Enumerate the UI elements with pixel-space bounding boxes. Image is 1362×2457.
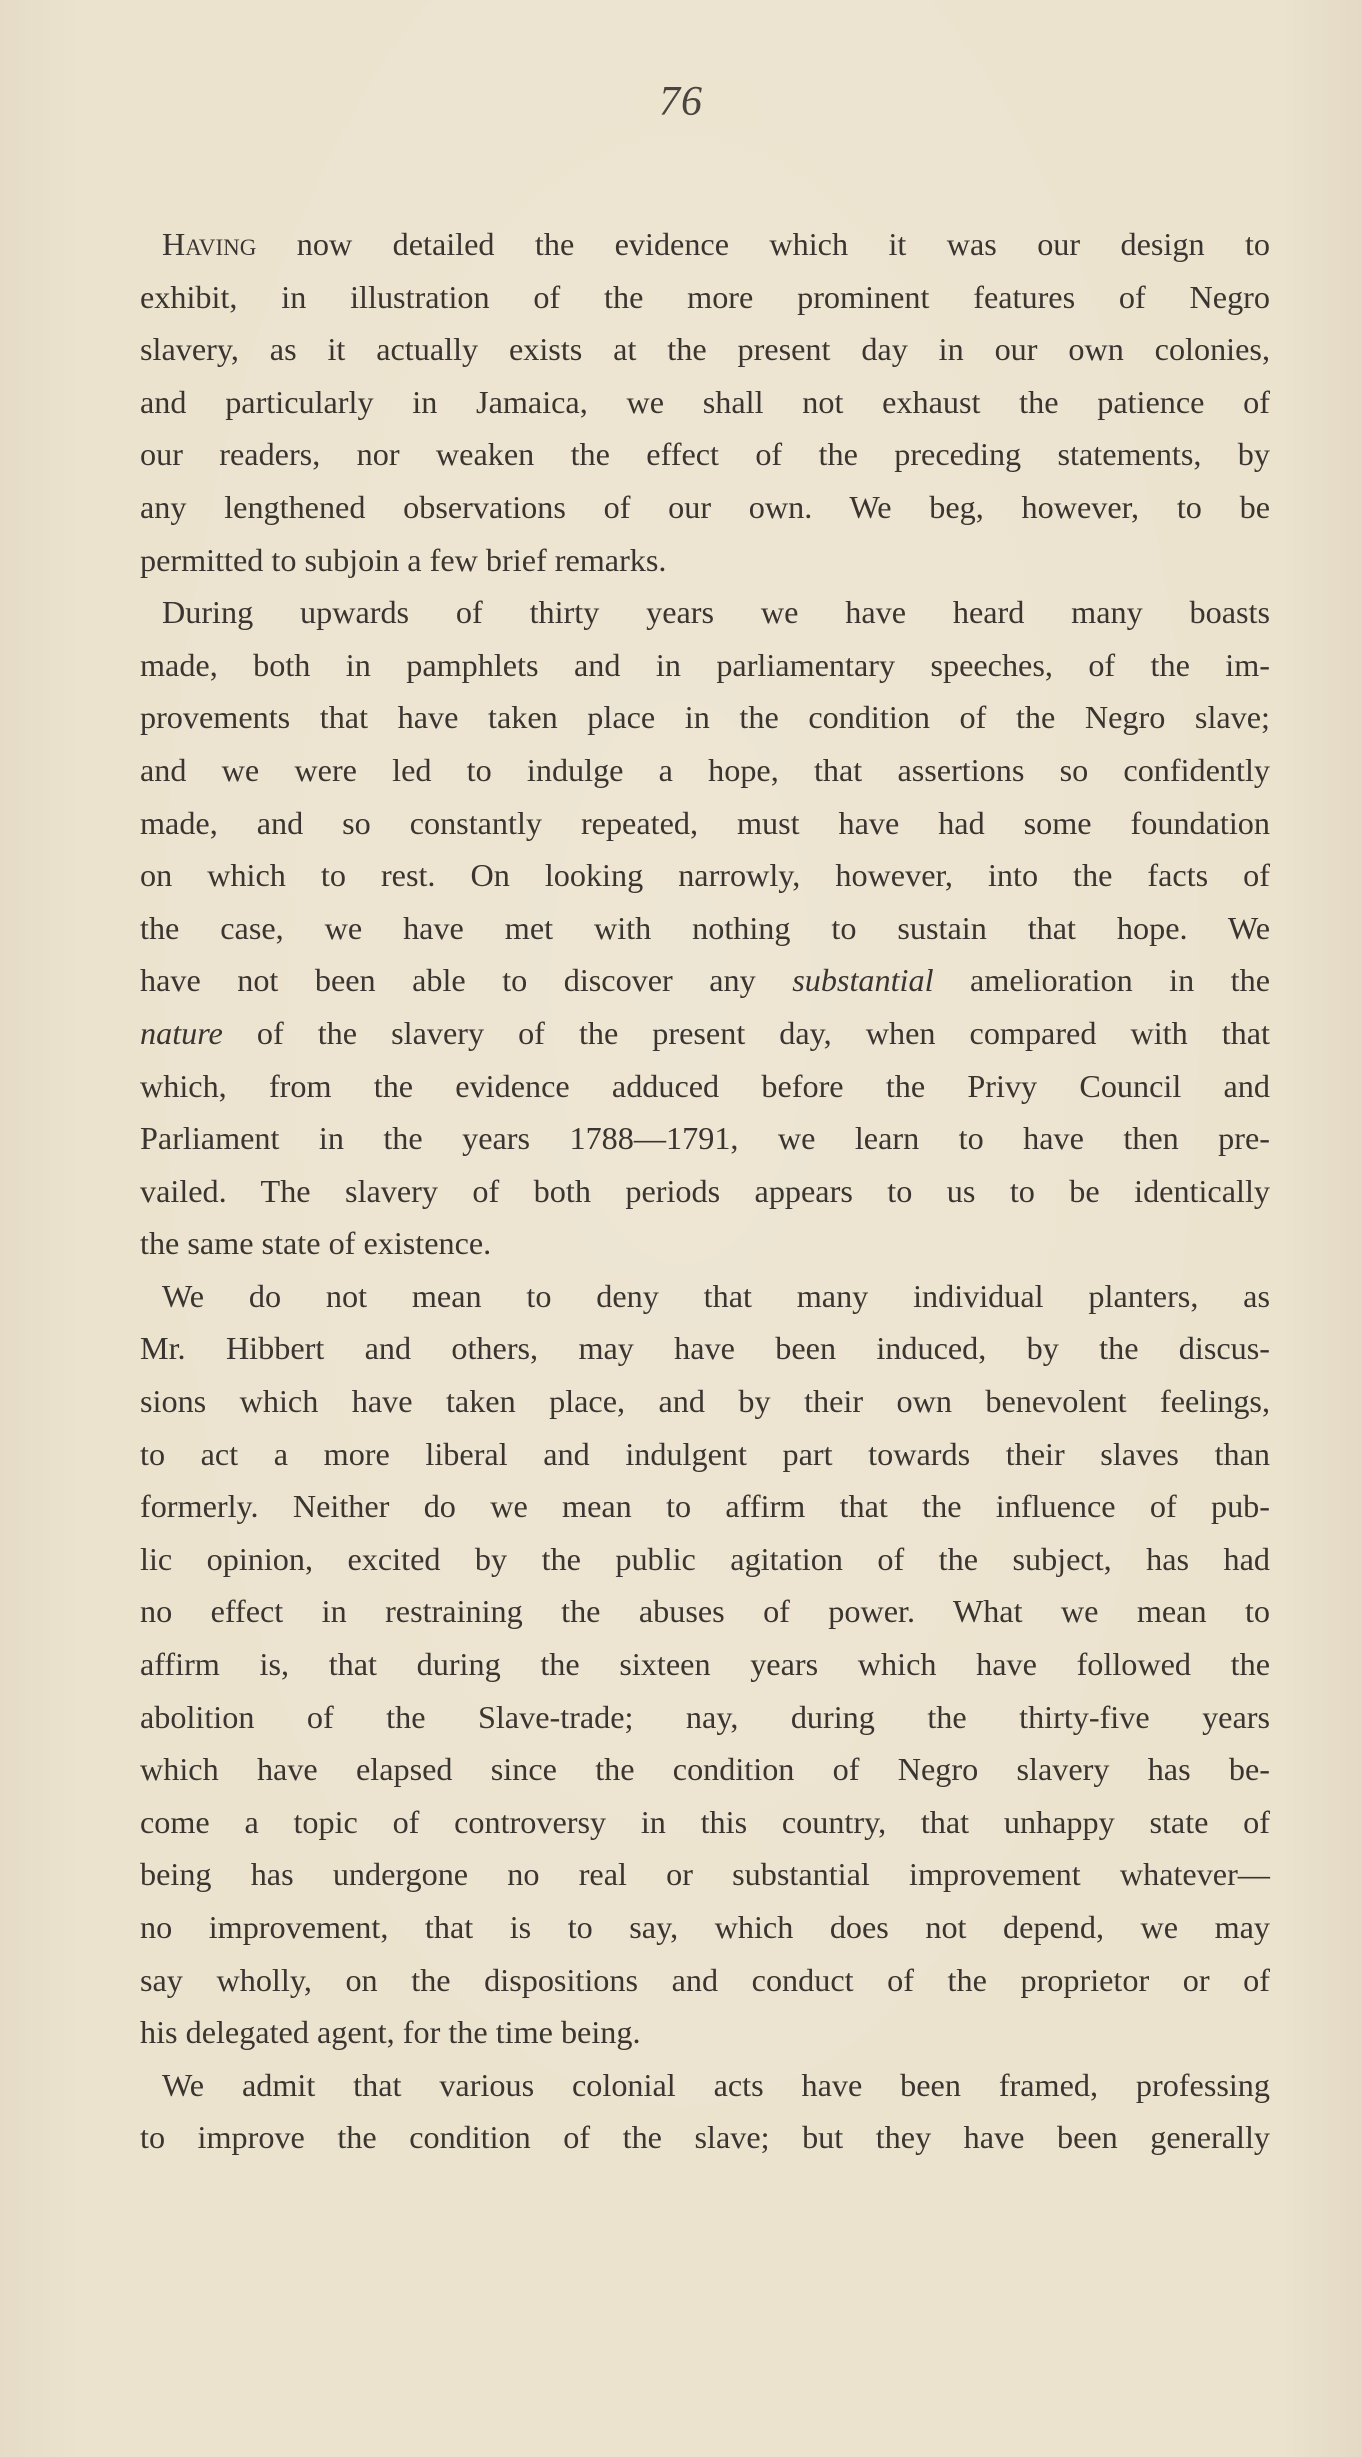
text-line: During upwards of thirty years we have heard many boasts xyxy=(162,594,1270,631)
text-line: provements that have taken place in the condition of the Negro slave; xyxy=(140,699,1270,736)
text-line: abolition of the Slave-trade; nay, during the thirty-five years xyxy=(140,1698,1270,1735)
text-line: exhibit, in illustration of the more prominent features of Negro xyxy=(140,278,1270,315)
text-line: no improvement, that is to say, which does not depend, we may xyxy=(140,1909,1270,1945)
paragraph-2 xyxy=(140,586,1270,1270)
text-line: and we were led to indulge a hope, that assertions so confidently xyxy=(140,751,1270,788)
text-line-content: of the slavery of the present day, when compared with that xyxy=(222,1014,1270,1051)
text-line: come a topic of controversy in this country, that unhappy state of xyxy=(140,1803,1270,1840)
emphasis-nature: nature xyxy=(140,1014,223,1051)
text-line: We do not mean to deny that many individual planters, as xyxy=(162,1277,1270,1314)
text-line: We admit that various colonial acts have been framed, professing xyxy=(162,2066,1270,2103)
text-line: affirm is, that during the sixteen years which have followed the xyxy=(140,1646,1270,1683)
text-line xyxy=(140,954,1270,1007)
paragraph-1 xyxy=(140,218,1270,586)
text-line-content: now detailed the evidence which it was our design to xyxy=(296,226,1270,262)
text-line: formerly. Neither do we mean to affirm that the influence of pub- xyxy=(140,1488,1270,1525)
text-line: his delegated agent, for the time being. xyxy=(140,2014,641,2051)
body-text xyxy=(140,218,1270,2164)
text-line: and particularly in Jamaica, we shall not exhaust the patience of xyxy=(140,383,1270,420)
text-line: permitted to subjoin a few brief remarks. xyxy=(140,541,667,578)
text-line xyxy=(140,1007,1270,1060)
text-line: to improve the condition of the slave; but they have been generally xyxy=(140,2119,1270,2156)
text-line-content: amelioration in the xyxy=(933,962,1270,999)
text-line: which, from the evidence adduced before the Privy Council and xyxy=(140,1067,1270,1104)
text-line: the same state of existence. xyxy=(140,1225,492,1262)
text-line: say wholly, on the dispositions and conduct of the proprietor or of xyxy=(140,1961,1270,1998)
text-line: vailed. The slavery of both periods appears to us to be identically xyxy=(140,1172,1270,1209)
text-line: Mr. Hibbert and others, may have been induced, by the discus- xyxy=(140,1330,1270,1367)
text-line: made, and so constantly repeated, must have had some foundation xyxy=(140,804,1270,841)
text-line: sions which have taken place, and by their own benevolent feelings, xyxy=(140,1383,1270,1420)
text-line: slavery, as it actually exists at the present day in our own colonies, xyxy=(140,331,1270,368)
text-line: no effect in restraining the abuses of power. What we mean to xyxy=(140,1593,1270,1630)
text-line: any lengthened observations of our own. We beg, however, to be xyxy=(140,488,1270,525)
text-line: made, both in pamphlets and in parliamentary speeches, of the im- xyxy=(140,646,1270,683)
text-line-content: have not been able to discover any xyxy=(140,962,793,999)
text-line: our readers, nor weaken the effect of the preceding statements, by xyxy=(140,436,1270,473)
lead-word: Having xyxy=(162,226,257,262)
paragraph-3 xyxy=(140,1270,1270,2059)
text-line: on which to rest. On looking narrowly, however, into the facts of xyxy=(140,857,1270,894)
text-line: the case, we have met with nothing to sustain that hope. We xyxy=(140,909,1270,946)
text-line: Parliament in the years 1788—1791, we learn to have then pre- xyxy=(140,1120,1270,1157)
text-line: lic opinion, excited by the public agitation of the subject, has had xyxy=(140,1540,1270,1577)
text-line: being has undergone no real or substantial improvement whatever— xyxy=(140,1856,1270,1893)
text-line: which have elapsed since the condition of Negro slavery has be- xyxy=(140,1751,1270,1788)
emphasis-substantial: substantial xyxy=(792,962,934,999)
text-line: to act a more liberal and indulgent part towards their slaves than xyxy=(140,1435,1270,1472)
text-line xyxy=(140,218,1270,271)
paragraph-4 xyxy=(140,2059,1270,2164)
page-number: 76 xyxy=(659,79,703,125)
